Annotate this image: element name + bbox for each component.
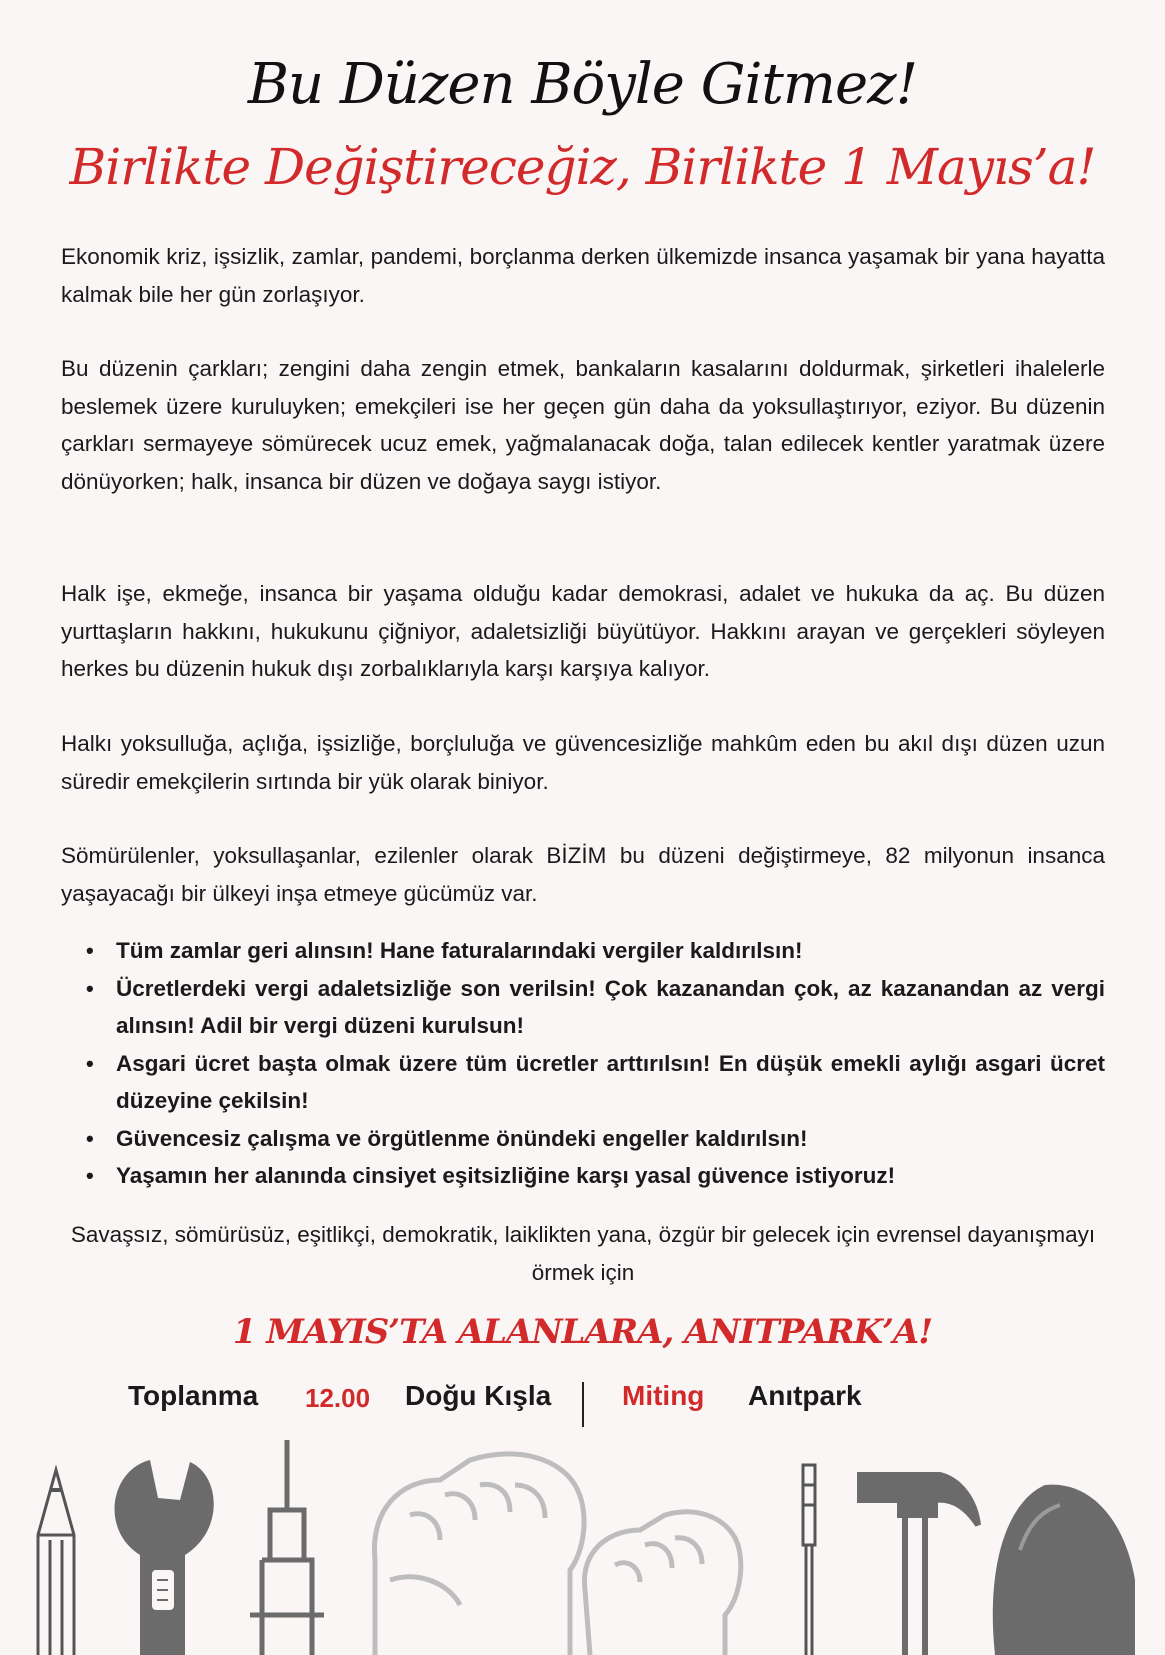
demand-item: • Tüm zamlar geri alınsın! Hane faturalarındaki vergiler kaldırılsın! [86, 932, 1105, 970]
paragraph-4: Halkı yoksulluğa, açlığa, işsizliğe, borçluluğa ve güvencesizliğe mahkûm eden bu akıl dışı düzen uzun süredir emekçilerin sırtında bir yük olarak biniyor. [61, 731, 1105, 794]
hammer-icon [860, 1475, 978, 1655]
demand-item: • Asgari ücret başta olmak üzere tüm ücretler arttırılsın! En düşük emekli aylığı asgari ücret düzeyine çekilsin! [86, 1045, 1105, 1120]
raised-fist-icon [374, 1454, 584, 1655]
page-subtitle: Birlikte Değiştireceğiz, Birlikte 1 Mayıs’a! [69, 138, 1096, 196]
screwdriver-icon [803, 1465, 815, 1655]
gather-place: Doğu Kışla [405, 1380, 552, 1411]
wrench-icon [115, 1460, 214, 1655]
event-divider [582, 1382, 584, 1427]
hard-hat-icon [993, 1485, 1135, 1655]
demand-item: • Ücretlerdeki vergi adaletsizliğe son verilsin! Çok kazanandan çok, az kazanandan az vergi alınsın! Adil bir vergi düzeni kurulsun! [86, 970, 1105, 1045]
pencil-icon [38, 1470, 74, 1655]
closing-text: Savaşsız, sömürüsüz, eşitlikçi, demokratik, laiklikten yana, özgür bir gelecek için evrensel dayanışmayı örmek için [70, 1222, 1096, 1285]
event-callout: 1 MAYIS’TA ALANLARA, ANITPARK’A! [232, 1312, 933, 1352]
demand-item: • Yaşamın her alanında cinsiyet eşitsizliğine karşı yasal güvence istiyoruz! [86, 1157, 1105, 1195]
raised-fist-icon [584, 1512, 740, 1655]
gather-label: Toplanma [128, 1380, 259, 1411]
tools-illustration [0, 1440, 1165, 1655]
paragraph-5: Sömürülenler, yoksullaşanlar, ezilenler olarak BİZİM bu düzeni değiştirmeye, 82 milyonun insanca yaşayacağı bir ülkeyi inşa etmeye gücümüz var. [61, 843, 1105, 906]
rally-label: Miting [622, 1380, 705, 1411]
page-title: Bu Düzen Böyle Gitmez! [247, 52, 918, 117]
paragraph-2: Bu düzenin çarkları; zengini daha zengin etmek, bankaların kasalarını doldurmak, şirketleri ihalelerle beslemek üzere kuruluyken; emekçileri ise her geçen gün daha da yoksullaştırıyor, eziyor. Bu düzenin çarkları sermayeye sömürecek ucuz emek, yağmalanacak doğa, talan edilecek kentler yaratmak üzere dönüyorken; halk, insanca bir düzen ve doğaya saygı istiyor. [61, 356, 1105, 494]
paragraph-1: Ekonomik kriz, işsizlik, zamlar, pandemi, borçlanma derken ülkemizde insanca yaşamak bir yana hayatta kalmak bile her gün zorlaşıyor. [61, 244, 1105, 307]
gather-time: 12.00 [305, 1383, 371, 1413]
demand-item: • Güvencesiz çalışma ve örgütlenme önündeki engeller kaldırılsın! [86, 1120, 1105, 1158]
rally-place: Anıtpark [748, 1380, 862, 1411]
syringe-icon [250, 1440, 324, 1655]
demands-list [86, 932, 1105, 1195]
paragraph-3: Halk işe, ekmeğe, insanca bir yaşama olduğu kadar demokrasi, adalet ve hukuka da aç. Bu düzen yurttaşların hakkını, hukukunu çiğniyor, adaletsizliği büyütüyor. Hakkını arayan ve gerçekleri söyleyen herkes bu düzenin hukuk dışı zorbalıklarıyla karşı karşıya kalıyor. [61, 581, 1105, 681]
